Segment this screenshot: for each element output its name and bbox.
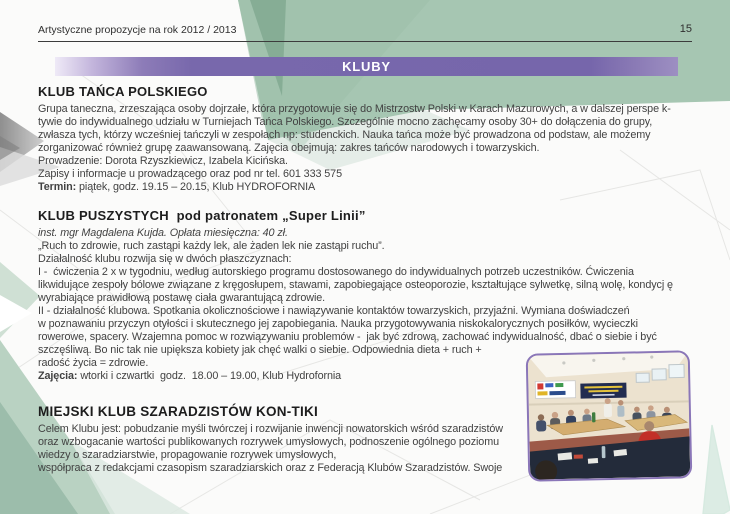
kluby-banner-label: KLUBY (342, 59, 391, 74)
zajecia-label: Zajęcia: (38, 370, 78, 382)
bottle (592, 412, 596, 422)
text-line: Grupa taneczna, zrzeszająca osoby dojrzałe, która przygotowuje się do Mistrzostw Polski w Karach Mazurowych, a w dalszej perspe k- (38, 103, 671, 115)
text-line: „Ruch to zdrowie, ruch zastąpi każdy lek, ale żaden lek nie zastąpi ruchu”. (38, 240, 385, 252)
text-line: Prowadzenie: Dorota Rzyszkiewicz, Izabela Kicińska. (38, 155, 288, 167)
text-line: Celem Klubu jest: pobudzanie myśli twórczej i rozwijanie inwencji nowatorskich wśród szaradzistów (38, 423, 503, 435)
text-line: rowerowe, spacery. Wzajemna pomoc w rozwiązywaniu problemów - jak być zdrową, zachować indywidualność, dbać o siebie i być (38, 331, 657, 343)
text-line: szczęśliwą. Bo nic tak nie upiększa kobiety jak chęć walki o siebie. Odpowiednia dieta + ruch + (38, 344, 482, 356)
bottle-front (602, 446, 606, 458)
text-line: zwłasza tych, którzy wcześniej tańczyli w zespołach np: studenckich. Nauka tańca może być prowadzona od podstaw, ale możemy (38, 129, 651, 141)
page-header-title: Artystyczne propozycje na rok 2012 / 2013 (38, 24, 237, 36)
termin-line (38, 181, 696, 194)
text-line: likwidujące zespoły bólowe związane z kręgosłupem, stawami, zapobiegające osteoporozie, kształtujące sylwetkę, silną wolę, kondycj ę (38, 279, 673, 291)
text-line: II - działalność klubowa. Spotkania okolicznościowe i nawiązywanie kontaktów towarzyskich, przyjaźni. Wymiana doświadczeń (38, 305, 630, 317)
text-line: Działalność klubu rozwija się w dwóch płaszczyznach: (38, 253, 292, 265)
text-line: współpraca z redakcjami czasopism szaradziarskich oraz z Federacją Klubów Szaradzistów. Swoje (38, 462, 503, 474)
termin-label: Termin: (38, 181, 77, 193)
club-meeting-photo (526, 350, 693, 481)
wall-banner-dark (580, 383, 626, 399)
section-heading: KLUB PUSZYSTYCH pod patronatem „Super Linii” (38, 208, 366, 223)
header-rule (38, 41, 692, 42)
book-stack (574, 455, 583, 459)
text-line: I - ćwiczenia 2 x w tygodniu, według autorskiego programu dostosowanego do indywidualnych potrzeb uczestników. Ćwiczenia (38, 266, 634, 278)
kluby-banner (55, 57, 678, 76)
text-line: Zapisy i informacje u prowadzącego oraz pod nr tel. 601 333 575 (38, 168, 342, 180)
text-line: zorganizować również grupę zaawansowaną. Zajęcia obejmują: zakres tańców narodowych i towarzyskich. (38, 142, 540, 154)
zajecia-value: wtorki i czwartki godz. 18.00 – 19.00, Klub Hydrofornia (77, 370, 342, 382)
text-line: wyrabiające prawidłową postawę ciała gwarantującą zdrowie. (38, 292, 326, 304)
page-number: 15 (679, 23, 692, 35)
text-line: tywie do indywidualnego udziału w Turniejach Tańca Polskiego. Szczególnie mocno zachęcamy osoby 30+ do dołączenia do grupy, (38, 116, 653, 128)
termin-value: piątek, godz. 19.15 – 20.15, Klub HYDROFORNIA (76, 181, 316, 193)
wall-banner-logos (535, 381, 575, 399)
text-line: oraz wzbogacanie wartości publikowanych rozrywek umysłowych, podnoszenie ogólnego poziomu (38, 436, 500, 448)
section-heading: MIEJSKI KLUB SZARADZISTÓW KON-TIKI (38, 404, 318, 419)
instructor-line: inst. mgr Magdalena Kujda. Opłata miesięczna: 40 zł. (38, 227, 288, 239)
green-spike-bottomright (703, 425, 730, 514)
section-heading: KLUB TAŃCA POLSKIEGO (38, 84, 208, 99)
text-line: w poznawaniu przyczyn otyłości i skutecznego jej zapobiegania. Nauka przygotowywania niskokalorycznych posiłków, wycieczki (38, 318, 638, 330)
section-klub-tanca (38, 84, 696, 194)
text-line: radość życia = zdrowie. (38, 357, 149, 369)
text-line: wiedzy o szaradziarstwie, propagowanie rozrywek umysłowych, (38, 449, 337, 461)
